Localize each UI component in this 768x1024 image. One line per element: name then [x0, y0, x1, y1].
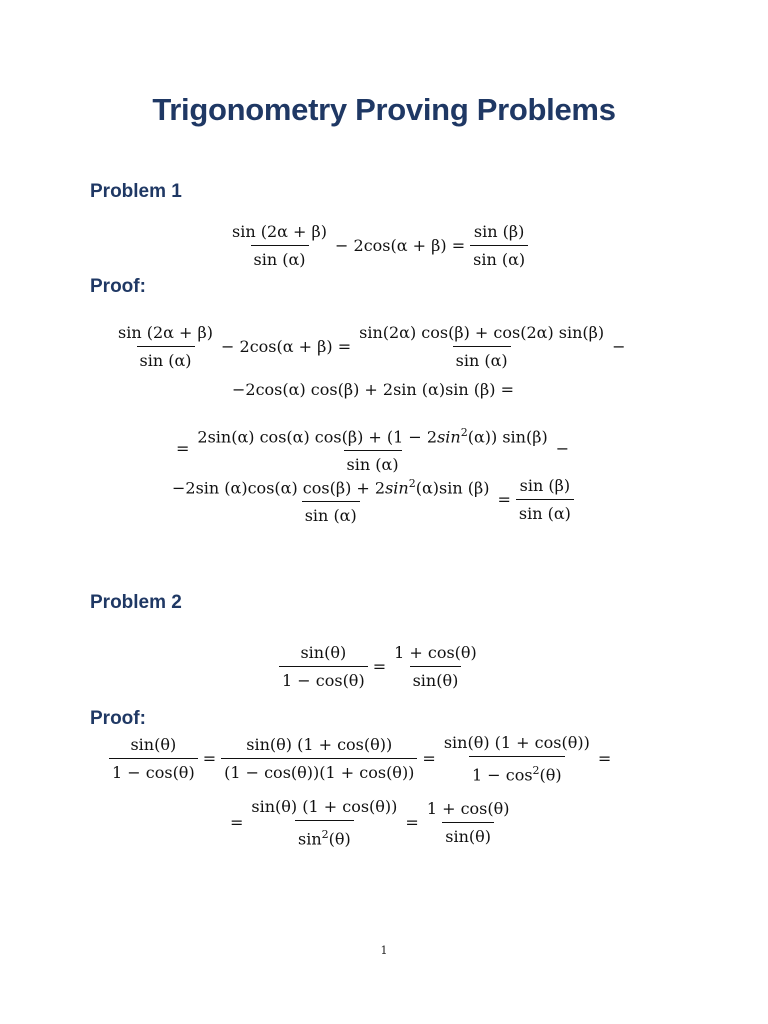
problem-2-statement: [276, 643, 483, 690]
problem-2-proof-label: Proof:: [90, 708, 146, 729]
fraction: [391, 643, 480, 690]
numerator: sin (β): [473, 222, 525, 241]
denominator-part: (θ): [328, 829, 351, 849]
fraction: [115, 323, 216, 370]
denominator: sin(θ): [442, 822, 494, 846]
operator: − 2cos(α + β) =: [221, 337, 352, 356]
numerator: sin(θ): [130, 735, 177, 755]
numerator-sin: sin: [437, 427, 461, 447]
exponent: 2: [321, 828, 329, 841]
problem-1-proof-line-2: −2cos(α) cos(β) + 2sin (α)sin (β) =: [232, 380, 515, 399]
denominator: 1 − cos(θ): [109, 758, 198, 782]
problem-1-statement: [226, 222, 531, 269]
numerator: sin(θ) (1 + cos(θ)): [443, 733, 590, 752]
numerator-part: (α)) sin(β): [467, 427, 548, 447]
problem-2-proof-line-1: [106, 733, 613, 784]
denominator: sin (α): [344, 450, 402, 474]
operator: =: [422, 749, 436, 769]
denominator: [469, 756, 565, 784]
denominator-part: sin: [298, 829, 322, 849]
operator: −: [612, 337, 626, 356]
denominator-part: 1 − cos: [471, 765, 533, 785]
numerator: sin (2α + β): [232, 222, 328, 241]
denominator: [295, 820, 354, 848]
fraction: [279, 643, 368, 690]
numerator: [169, 474, 492, 501]
problem-1-proof-label: Proof:: [90, 276, 146, 297]
denominator: sin (α): [453, 346, 511, 370]
denominator: (1 − cos(θ))(1 + cos(θ)): [221, 758, 417, 782]
fraction: [441, 733, 593, 784]
denominator: sin (α): [251, 245, 309, 269]
operator: =: [497, 490, 511, 510]
operator: =: [176, 439, 190, 459]
numerator: sin(θ) (1 + cos(θ)): [251, 797, 398, 816]
operator: − 2cos(α + β) =: [335, 236, 466, 255]
denominator-part: (θ): [539, 765, 562, 785]
numerator: sin(2α) cos(β) + cos(2α) sin(β): [359, 323, 605, 342]
problem-2-heading: Problem 2: [90, 592, 182, 613]
denominator: 1 − cos(θ): [279, 666, 368, 690]
denominator: sin (α): [137, 346, 195, 370]
operator: =: [230, 813, 244, 833]
fraction: [516, 476, 574, 523]
operator: =: [597, 749, 612, 769]
problem-1-proof-line-4: [166, 474, 577, 525]
problem-1-heading: Problem 1: [90, 181, 182, 202]
operator: =: [372, 657, 387, 676]
problem-1-proof-line-1: [112, 323, 628, 370]
numerator-part: −2sin (α)cos(α) cos(β) + 2: [172, 478, 386, 498]
exponent: 2: [532, 764, 540, 777]
denominator: sin (α): [516, 499, 574, 523]
numerator: sin (β): [519, 476, 571, 496]
denominator: sin (α): [302, 501, 360, 525]
fraction: [248, 797, 400, 848]
fraction: [470, 222, 528, 269]
fraction: [194, 423, 550, 474]
fraction: [109, 735, 198, 782]
numerator-part: (α)sin (β): [415, 478, 490, 498]
numerator: 1 + cos(θ): [426, 799, 510, 819]
page-title: Trigonometry Proving Problems: [152, 92, 616, 127]
fraction: [424, 799, 513, 846]
operator: =: [202, 749, 217, 769]
numerator-part: 2sin(α) cos(α) cos(β) + (1 − 2: [197, 427, 438, 447]
operator: =: [405, 813, 419, 833]
denominator: sin (α): [470, 245, 528, 269]
problem-2-proof-line-2: [228, 797, 516, 848]
numerator: sin (2α + β): [118, 323, 214, 342]
page-number: 1: [380, 944, 388, 957]
exponent: 2: [460, 426, 468, 439]
numerator: 1 + cos(θ): [394, 643, 477, 662]
exponent: 2: [408, 477, 416, 490]
fraction: [356, 323, 607, 370]
numerator: [194, 423, 550, 450]
fraction: [221, 735, 417, 782]
numerator: sin(θ): [300, 643, 347, 662]
operator: −: [555, 439, 570, 459]
numerator: sin(θ) (1 + cos(θ)): [246, 735, 393, 755]
problem-1-proof-line-3: [174, 423, 571, 474]
numerator-sin: sin: [385, 478, 409, 498]
denominator: sin(θ): [410, 666, 462, 690]
fraction: [169, 474, 492, 525]
fraction: [229, 222, 330, 269]
